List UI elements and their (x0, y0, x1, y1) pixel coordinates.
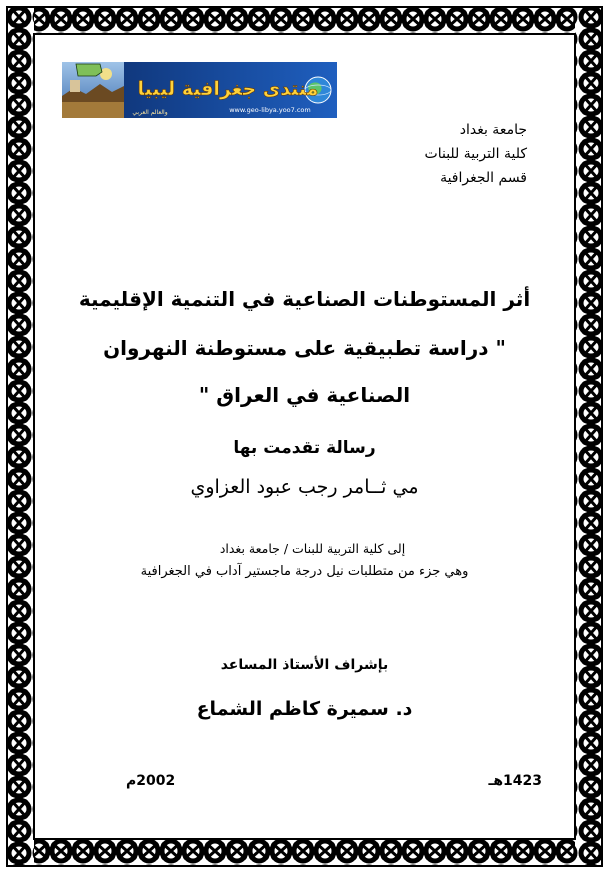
logo-site-name: منتدى جغرافية ليبيا (137, 78, 319, 100)
submitted-to: إلى كلية التربية للبنات / جامعة بغداد (219, 541, 406, 556)
thesis-title-line-3: الصناعية في العراق " (198, 383, 411, 407)
university-name: جامعة بغداد (459, 122, 527, 138)
border-top (6, 6, 603, 34)
date-gregorian: 2002م (126, 773, 176, 789)
degree-purpose: وهي جزء من متطلبات نيل درجة ماجستير آداب في الجغرافية (140, 564, 469, 579)
author-name: مي ثــامر رجب عبود العزاوي (190, 476, 419, 498)
supervision-label: بإشراف الأستاذ المساعد (220, 657, 389, 673)
department-name: قسم الجغرافية (440, 170, 527, 186)
logo-url: www.geo-libya.yoo7.com (229, 106, 311, 114)
supervisor-name: د. سميرة كاظم الشماع (196, 698, 413, 720)
submission-heading: رسالة تقدمت بها (233, 438, 376, 458)
date-hijri: 1423هـ (488, 773, 542, 789)
logo-tagline: والعالم العربي (132, 109, 168, 116)
college-name: كلية التربية للبنات (424, 146, 527, 162)
forum-logo-banner (62, 62, 337, 118)
thesis-title-line-1: أثر المستوطنات الصناعية في التنمية الإقليمية (78, 287, 531, 311)
libya-map-icon (76, 64, 102, 76)
thesis-title-line-2: " دراسة تطبيقية على مستوطنة النهروان (103, 336, 506, 360)
border-bottom (6, 839, 603, 867)
